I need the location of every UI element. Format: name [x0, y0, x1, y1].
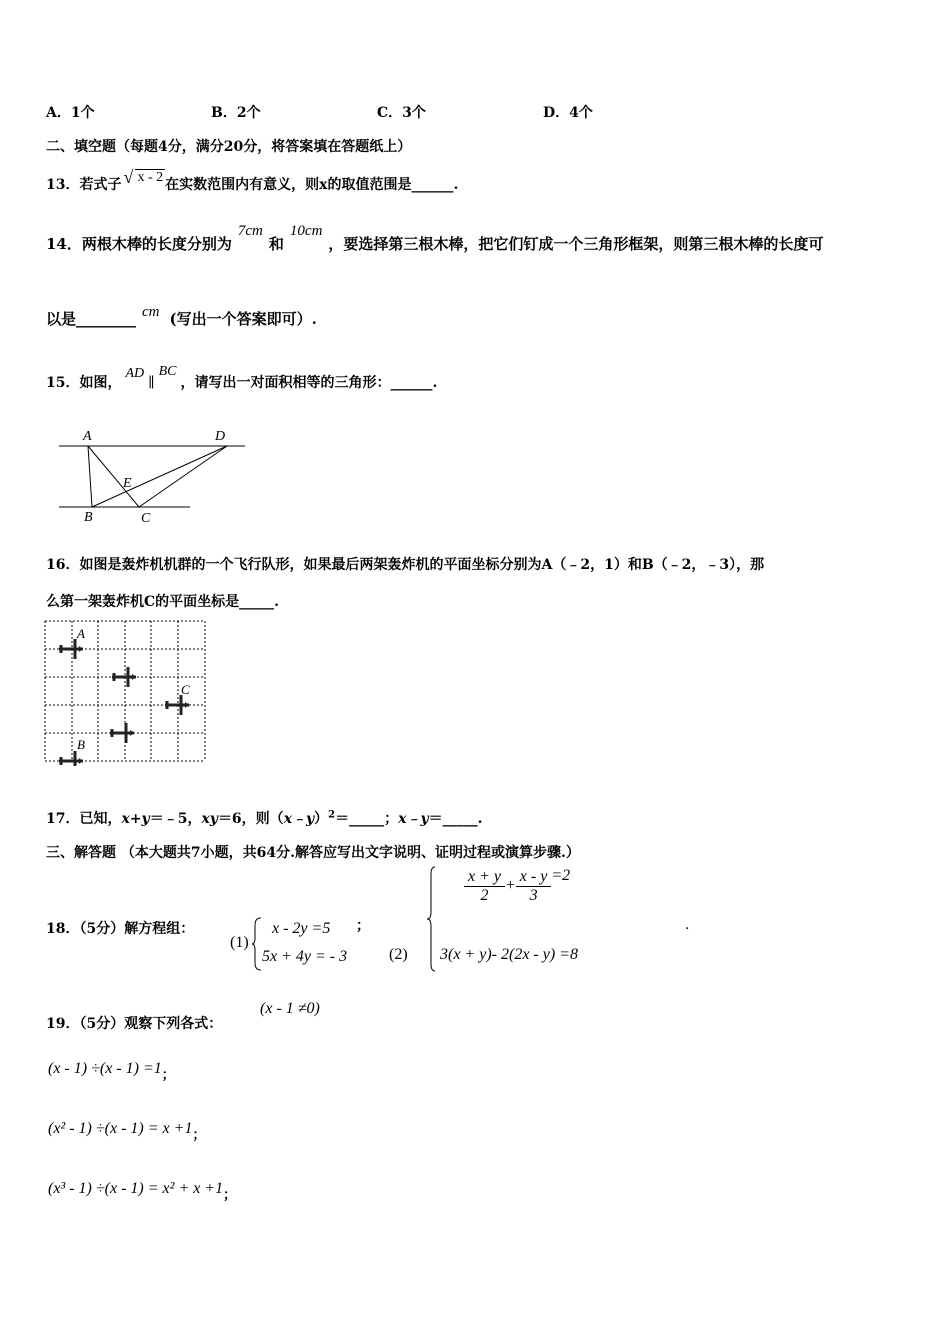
q19-line-1 — [48, 1058, 175, 1082]
q14-blank: 以是________ — [46, 310, 137, 328]
q18-eq-2a — [464, 868, 570, 905]
q18-fraction-2 — [516, 868, 552, 905]
option-d: D．4个 — [543, 105, 593, 121]
q17-text-1: ＝﹣5， — [149, 811, 202, 827]
q17-exponent: 2 — [328, 809, 336, 821]
q18-end-dot: . — [685, 917, 690, 933]
option-a: A．1个 — [46, 105, 95, 121]
q17-prefix: 17．已知， — [46, 811, 122, 827]
q18-eq-2a-rhs: =2 — [551, 867, 571, 885]
q18-part-1-label: (1) — [230, 934, 249, 951]
question-17 — [46, 808, 483, 828]
segment-db — [92, 446, 227, 507]
q13-suffix: 在实数范围内有意义，则x的取值范围是______. — [165, 177, 459, 193]
label-d: D — [215, 429, 226, 444]
q18-plus: + — [505, 877, 516, 895]
question-18-label: 18．（5分）解方程组： — [46, 921, 195, 937]
q17-expr-2: xy — [201, 811, 218, 827]
q15-segment-bc: BC — [158, 364, 177, 379]
q14-length-2: 10cm — [289, 223, 323, 239]
label-a: A — [83, 429, 92, 444]
radical-sign-icon: √ — [123, 167, 134, 187]
q15-segment-ad: AD — [125, 366, 145, 381]
q14-suffix: ，要选择第三根木棒，把它们钉成一个三角形框架，则第三根木棒的长度可 — [328, 235, 824, 253]
grid-label-a: A — [77, 626, 85, 641]
question-14-line1 — [46, 223, 824, 254]
q18-fraction-1-den: 2 — [480, 887, 489, 904]
q14-note: (写出一个答案即可）. — [169, 310, 317, 328]
q17-expr-1: x+y — [121, 811, 150, 827]
segment-ab — [88, 446, 92, 507]
q19-line-3-expr: (x³ - 1) ÷(x - 1) = x² + x +1 — [48, 1180, 224, 1197]
option-b: B．2个 — [211, 105, 261, 121]
q19-line-1-expr: (x - 1) ÷(x - 1) =1 — [48, 1060, 162, 1077]
label-e: E — [123, 476, 132, 491]
q13-prefix: 13．若式子 — [46, 177, 122, 193]
q13-radicand: x - 2 — [137, 170, 164, 185]
q18-eq-1b: 5x + 4y = - 3 — [262, 948, 348, 965]
grid-label-c: C — [181, 682, 190, 697]
label-c: C — [141, 511, 151, 525]
q19-line-1-semicolon: ； — [161, 1067, 175, 1082]
brace-2-icon — [426, 866, 436, 972]
q18-fraction-2-num: x - y — [516, 868, 552, 887]
plane-a-icon — [59, 639, 83, 659]
question-16-line2: 么第一架轰炸机C的平面坐标是_____. — [46, 594, 280, 610]
q15-suffix: ，请写出一对面积相等的三角形：______. — [180, 375, 438, 391]
q14-and: 和 — [268, 235, 284, 253]
parallel-icon: ∥ — [148, 375, 155, 391]
q18-fraction-1 — [464, 868, 505, 905]
q16-grid-figure — [44, 620, 208, 766]
q19-line-3-semicolon: ； — [223, 1187, 237, 1202]
question-16-line1: 16．如图是轰炸机机群的一个飞行队形，如果最后两架轰炸机的平面坐标分别为A（﹣2，1）和B（﹣2，﹣3），那 — [46, 557, 765, 573]
q14-unit: cm — [142, 304, 160, 320]
q18-separator: ； — [356, 918, 370, 934]
question-15 — [46, 364, 438, 392]
q18-eq-2b: 3(x + y)- 2(2x - y) =8 — [440, 946, 578, 963]
plane-2-icon — [112, 667, 136, 687]
q14-length-1: 7cm — [237, 223, 263, 239]
question-14-line2 — [46, 304, 317, 329]
q17-expr-4: x﹣y — [398, 811, 429, 827]
q17-text-2: ＝6，则（ — [217, 811, 284, 827]
q17-text-5: ＝_____. — [428, 811, 483, 827]
q18-eq-1a: x - 2y =5 — [272, 920, 331, 937]
q18-fraction-2-den: 3 — [529, 887, 538, 904]
q17-expr-3: x﹣y — [283, 811, 315, 827]
q15-figure — [55, 425, 250, 525]
q15-prefix: 15．如图， — [46, 375, 122, 391]
section-2-heading: 二、填空题（每题4分，满分20分，将答案填在答题纸上） — [46, 139, 412, 155]
question-19-label: 19．（5分）观察下列各式： — [46, 1016, 223, 1032]
q19-line-2 — [48, 1118, 206, 1142]
q17-text-4: ＝_____； — [335, 811, 399, 827]
q19-condition: (x - 1 ≠0) — [260, 1000, 320, 1017]
question-13 — [46, 167, 459, 194]
section-3-heading: 三、解答题 （本大题共7小题，共64分.解答应写出文字说明、证明过程或演算步骤.） — [46, 845, 580, 861]
q19-line-2-expr: (x² - 1) ÷(x - 1) = x +1 — [48, 1120, 193, 1137]
option-c: C．3个 — [377, 105, 426, 121]
q18-fraction-1-num: x + y — [464, 868, 505, 887]
plane-c-icon — [165, 695, 189, 715]
q19-line-2-semicolon: ； — [192, 1127, 206, 1142]
plane-4-icon — [110, 723, 134, 743]
q18-part-2-label: (2) — [389, 946, 408, 963]
label-b: B — [84, 510, 93, 525]
plane-b-icon — [59, 751, 83, 766]
grid-label-b: B — [77, 737, 85, 752]
q13-radical — [123, 167, 165, 187]
q19-line-3 — [48, 1178, 237, 1202]
q14-prefix: 14．两根木棒的长度分别为 — [46, 235, 232, 253]
q17-text-3: ） — [314, 811, 329, 827]
segment-dc — [139, 446, 227, 507]
brace-1-icon — [252, 917, 262, 971]
